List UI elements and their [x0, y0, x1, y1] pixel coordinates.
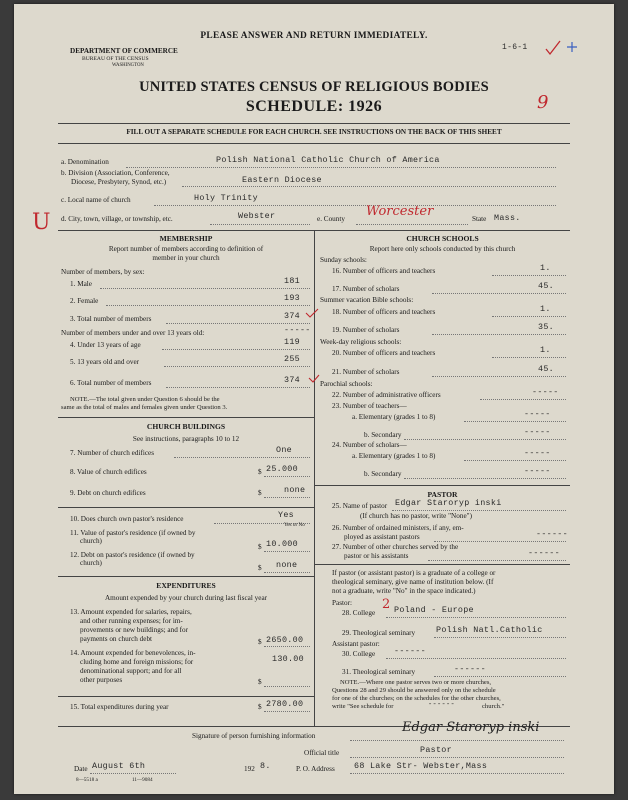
q27-label-1: 27. Number of other churches served by the — [332, 543, 459, 551]
division-label-1: b. Division (Association, Conference, — [61, 169, 170, 177]
q1-label: 1. Male — [70, 280, 92, 288]
q19-label: 19. Number of scholars — [332, 326, 400, 334]
reference-number: 1-6-1 — [502, 43, 528, 52]
q13-label-2: and other running expenses; for im- — [80, 617, 183, 625]
form-subtitle: SCHEDULE: 1926 — [245, 98, 383, 115]
q17-label: 17. Number of scholars — [332, 285, 400, 293]
q28-red-mark: 2 — [382, 597, 391, 612]
check-mark-icon — [307, 372, 321, 384]
buildings-heading: CHURCH BUILDINGS — [146, 422, 226, 431]
expenditures-heading: EXPENDITURES — [156, 581, 216, 590]
state-value: Mass. — [494, 213, 521, 223]
instruction-line: FILL OUT A SEPARATE SCHEDULE FOR EACH CHURCH. SEE INSTRUCTIONS ON THE BACK OF THIS SHEET — [126, 128, 502, 136]
q16-value: 1. — [540, 263, 551, 273]
q25-value: Edgar Staroryp inski — [395, 498, 502, 508]
po-address-label: P. O. Address — [296, 765, 335, 773]
q4-value: 119 — [284, 337, 300, 347]
pastor-note-1: NOTE.—Where one pastor serves two or more churches, — [340, 679, 492, 686]
red-check-mark-icon — [542, 37, 582, 59]
city-value: Webster — [238, 211, 276, 221]
parochial-label: Parochial schools: — [320, 380, 373, 388]
q8-label: 8. Value of church edifices — [70, 468, 147, 476]
q15-value: 2780.00 — [266, 699, 304, 709]
state-label: State — [472, 215, 487, 223]
membership-sub-2: member in your church — [152, 254, 220, 262]
division-value: Eastern Diocese — [242, 175, 322, 185]
form-title: UNITED STATES CENSUS OF RELIGIOUS BODIES — [139, 79, 489, 95]
pastor-note-4b: church." — [482, 703, 505, 710]
dollar-sign: $ — [258, 564, 262, 572]
q27-label-2: pastor or his assistants — [344, 552, 409, 560]
q9-label: 9. Debt on church edifices — [70, 489, 146, 497]
pastor-label: Pastor: — [332, 599, 352, 607]
q26-label-2: ployed as assistant pastors — [344, 533, 420, 541]
q2-value: 193 — [284, 293, 300, 303]
local-name-value: Holy Trinity — [194, 193, 258, 203]
q8-value: 25.000 — [266, 464, 298, 474]
q30-label: 30. College — [342, 650, 376, 658]
q13-label-1: 13. Amount expended for salaries, repairs, — [70, 608, 192, 616]
q29-value: Polish Natl.Catholic — [436, 625, 543, 635]
q17-value: 45. — [538, 281, 554, 291]
q14-label-2: cluding home and foreign missions; for — [80, 658, 194, 666]
q3-label: 3. Total number of members — [70, 315, 152, 323]
q7-label: 7. Number of church edifices — [70, 449, 155, 457]
q1-value: 181 — [284, 276, 300, 286]
q14-label-4: other purposes — [80, 676, 123, 684]
local-name-label: c. Local name of church — [61, 196, 131, 204]
pastor-note-dash: ------ — [428, 701, 456, 709]
q10-value: Yes — [278, 510, 294, 520]
q24a-label: a. Elementary (grades 1 to 8) — [352, 452, 436, 460]
dollar-sign: $ — [258, 678, 262, 686]
q27-value: ------ — [528, 548, 560, 558]
weekday-label: Week-day religious schools: — [320, 338, 402, 346]
official-title-label: Official title — [304, 749, 340, 757]
q13-label-3: provements or new buildings; and for — [80, 626, 188, 634]
q23b-label: b. Secondary — [364, 431, 402, 439]
pastor-heading: PASTOR — [427, 490, 458, 499]
q11-label-1: 11. Value of pastor's residence (if owned by — [70, 529, 196, 537]
q13-value: 2650.00 — [266, 635, 304, 645]
q28-label: 28. College — [342, 609, 376, 617]
q6-label: 6. Total number of members — [70, 379, 152, 387]
q14-label-3: denominational support; and for all — [80, 667, 182, 675]
q13-label-4: payments on church debt — [80, 635, 153, 643]
q5-value: 255 — [284, 354, 300, 364]
q2-label: 2. Female — [70, 297, 99, 305]
division-label-2: Diocese, Presbytery, Synod, etc.) — [71, 178, 167, 186]
official-title-value: Pastor — [420, 745, 452, 755]
census-schedule-form — [14, 4, 614, 794]
q12-label-1: 12. Debt on pastor's residence (if owned by — [70, 551, 195, 559]
dollar-sign: $ — [258, 489, 262, 497]
q3-value: 374 — [284, 311, 300, 321]
q9-value: none — [284, 485, 306, 495]
graduate-line-1: If pastor (or assistant pastor) is a graduate of a college or — [332, 569, 496, 577]
q18-label: 18. Number of officers and teachers — [332, 308, 436, 316]
q28-value: Poland - Europe — [394, 605, 474, 615]
pastor-note-2: Questions 28 and 29 should be answered only on the schedule — [332, 687, 496, 694]
q15-label: 15. Total expenditures during year — [70, 703, 169, 711]
assistant-pastor-label: Assistant pastor: — [332, 640, 380, 648]
po-address-value: 68 Lake Str- Webster,Mass — [354, 761, 488, 771]
yes-or-no-hint: Yes or No — [284, 522, 305, 528]
buildings-sub: See instructions, paragraphs 10 to 12 — [132, 435, 240, 443]
schools-heading: CHURCH SCHOOLS — [406, 234, 479, 243]
department: DEPARTMENT OF COMMERCE — [70, 47, 178, 55]
q26-value: ------ — [536, 529, 568, 539]
q22-label: 22. Number of administrative officers — [332, 391, 441, 399]
graduate-line-2: theological seminary, give name of institution below. (If — [332, 578, 494, 586]
signature-value: Edgar Staroryp inski — [402, 720, 540, 735]
pastor-note-3: for one of the churches; on the schedules for the other churches, — [332, 695, 501, 702]
q12-label-2: church) — [80, 559, 102, 567]
dollar-sign: $ — [258, 543, 262, 551]
q31-label: 31. Theological seminary — [342, 668, 416, 676]
q7-value: One — [276, 445, 292, 455]
q12-value: none — [276, 560, 298, 570]
q23-label: 23. Number of teachers— — [332, 402, 407, 410]
membership-sub-1: Report number of members according to definition of — [108, 245, 264, 253]
membership-note-2: same as the total of males and females given under Question 3. — [61, 404, 228, 411]
q14-label-1: 14. Amount expended for benevolences, in- — [70, 649, 196, 657]
pastor-note-4a: write "See schedule for — [332, 703, 394, 710]
q20-value: 1. — [540, 345, 551, 355]
q4-label: 4. Under 13 years of age — [70, 341, 141, 349]
q22-value: ----- — [532, 387, 559, 397]
age-label: Number of members under and over 13 years old: — [61, 329, 205, 337]
dollar-sign: $ — [258, 638, 262, 646]
date-value: August 6th — [92, 761, 146, 771]
q11-value: 10.000 — [266, 539, 298, 549]
dollar-sign: $ — [258, 703, 262, 711]
q23b-value: ----- — [524, 427, 551, 437]
q25-label: 25. Name of pastor — [332, 502, 388, 510]
bureau: BUREAU OF THE CENSUS — [82, 56, 149, 62]
signature-label: Signature of person furnishing information — [192, 732, 316, 740]
membership-note-1: NOTE.—The total given under Question 6 should be the — [70, 396, 220, 403]
q19-value: 35. — [538, 322, 554, 332]
check-mark-icon — [304, 307, 320, 319]
banner: PLEASE ANSWER AND RETURN IMMEDIATELY. — [200, 31, 428, 41]
q24b-label: b. Secondary — [364, 470, 402, 478]
red-margin-mark: U — [32, 210, 51, 235]
city-label: d. City, town, village, or township, etc. — [61, 215, 173, 223]
age-dash: ----- — [284, 325, 311, 335]
q31-value: ------ — [454, 664, 486, 674]
q29-label: 29. Theological seminary — [342, 629, 416, 637]
print-number: 11—9084 — [132, 777, 153, 783]
dollar-sign: $ — [258, 468, 262, 476]
q25-hint: (If church has no pastor, write "None") — [360, 512, 472, 520]
q6-value: 374 — [284, 375, 300, 385]
year-prefix: 192 — [244, 765, 255, 773]
q10-label: 10. Does church own pastor's residence — [70, 515, 184, 523]
q30-value: ------ — [394, 646, 426, 656]
q24b-value: ----- — [524, 466, 551, 476]
form-number: 8—5518 a — [76, 777, 98, 783]
county-value: Worcester — [366, 204, 434, 219]
denomination-label: a. Denomination — [61, 158, 109, 166]
summer-label: Summer vacation Bible schools: — [320, 296, 414, 304]
q24-label: 24. Number of scholars— — [332, 441, 407, 449]
year-value: 8. — [260, 761, 271, 771]
city: WASHINGTON — [112, 63, 144, 68]
q20-label: 20. Number of officers and teachers — [332, 349, 436, 357]
q16-label: 16. Number of officers and teachers — [332, 267, 436, 275]
expenditures-sub: Amount expended by your church during last fiscal year — [104, 594, 268, 602]
q23a-label: a. Elementary (grades 1 to 8) — [352, 413, 436, 421]
sunday-label: Sunday schools: — [320, 256, 367, 264]
q26-label-1: 26. Number of ordained ministers, if any, em- — [332, 524, 464, 532]
date-label: Date — [74, 765, 88, 773]
q24a-value: ----- — [524, 448, 551, 458]
q21-label: 21. Number of scholars — [332, 368, 400, 376]
q14-value: 130.00 — [272, 654, 304, 664]
q5-label: 5. 13 years old and over — [70, 358, 140, 366]
denomination-value: Polish National Catholic Church of America — [216, 155, 440, 165]
q21-value: 45. — [538, 364, 554, 374]
by-sex-label: Number of members, by sex: — [61, 268, 145, 276]
q11-label-2: church) — [80, 537, 102, 545]
schools-sub: Report here only schools conducted by this church — [369, 245, 516, 253]
membership-heading: MEMBERSHIP — [159, 234, 213, 243]
handwritten-page-number: 9 — [537, 92, 549, 113]
q18-value: 1. — [540, 304, 551, 314]
q23a-value: ----- — [524, 409, 551, 419]
graduate-line-3: not a graduate, write "No" in the space indicated.) — [332, 587, 476, 595]
county-label: e. County — [317, 215, 345, 223]
